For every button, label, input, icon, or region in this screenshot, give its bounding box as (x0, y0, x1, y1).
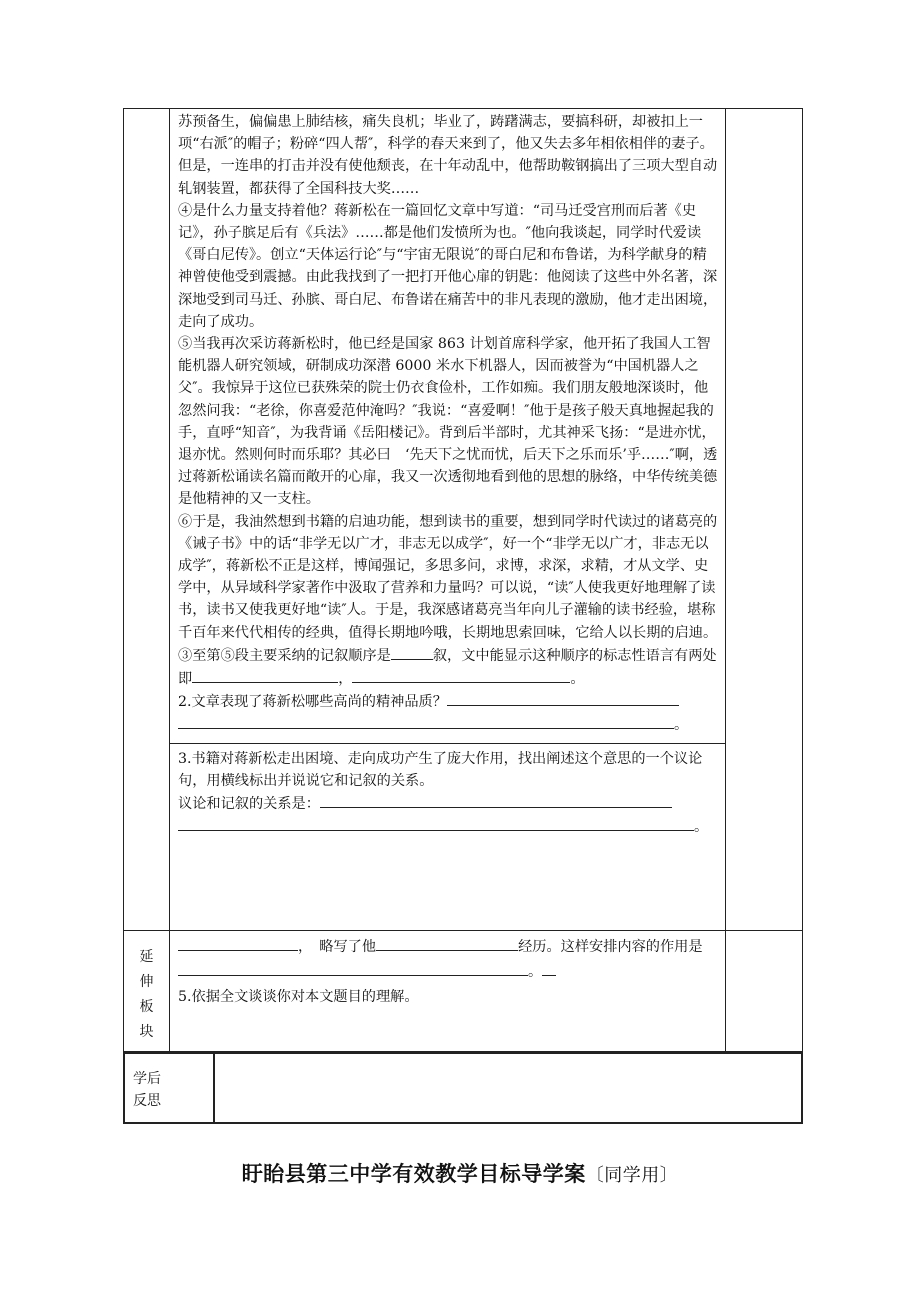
question-3: 3.书籍对蒋新松走出困境、走向成功产生了庞大作用，找出阐述这个意思的一个议论句，用横线标出并说说它和记叙的关系。 (178, 750, 703, 789)
question-1 (178, 644, 719, 690)
question-3-label: 议论和记叙的关系是： (178, 796, 320, 813)
question-divider (170, 743, 725, 744)
paragraph-5: ⑤当我再次采访蒋新松时，他已经是国家 863 计划首席科学家，他开拓了我国人工智能机器人研究领域，研制成功深潜 6000 米水下机器人，因而被誉为“中国机器人之父″。我惊异于这位已获殊荣的院士仍衣食俭朴，工作如痴。我们朋友般地深谈时，他忽然问我：“老徐，你喜爱范仲淹吗？″我说：“喜爱啊！″他于是孩子般天真地握起我的手，直呼“知音″，为我背诵《岳阳楼记》。背到后半部时，尤其神采飞扬：“是进亦忧，退亦忧。然则何时而乐耶？其必曰 ‘先天下之忧而忧，后天下之乐而乐’乎……″啊，透过蒋新松诵读名篇而敞开的心扉，我又一次透彻地看到他的思想的脉络，中华传统美德是他精神的又一支柱。 (178, 336, 718, 508)
question-4-middle: 略写了他 (319, 939, 377, 955)
reading-passage (170, 109, 725, 841)
question-4-tail: 经历。这样安排内容的作用是 (518, 939, 703, 955)
extension-label-char: 块 (139, 1024, 154, 1040)
q4-blank-2[interactable] (376, 935, 518, 951)
reflection-label-cell (124, 1053, 214, 1123)
reflection-label-line-2: 反思 (133, 1093, 161, 1109)
extension-right-cell (726, 931, 803, 1052)
q3-answer-blank-1[interactable] (320, 792, 672, 808)
q2-answer-blank-2[interactable] (178, 713, 674, 729)
paragraph-6: ⑥于是，我油然想到书籍的启迪功能，想到读书的重要，想到同学时代读过的诸葛亮的《诫子书》中的话“非学无以广才，非志无以成学″，好一个“非学无以广才，非志无以成学″，蒋新松不正是这样，博闻强记，多思多问，求博，求深，求精，才从文学、史学中，从异域科学家著作中汲取了营养和力量吗？可以说，“读″人使我更好地理解了读书，读书又使我更好地“读″人。于是，我深感诸葛亮当年向儿子灌输的读书经验，堪称千百年来代代相传的经典，值得长期地吟哦，长期地思索回味，它给人以长期的启迪。 (178, 513, 718, 641)
question-1-end: 。 (570, 671, 585, 688)
question-3-end: 。 (694, 819, 709, 836)
extension-label-char: 伸 (139, 974, 154, 990)
extension-label-cell (124, 931, 170, 1052)
extension-label (124, 931, 169, 1045)
q4-blank-3[interactable] (178, 960, 528, 976)
question-2-end: 。 (674, 717, 689, 734)
q4-blank-4[interactable] (542, 960, 556, 976)
worksheet-table (123, 108, 803, 1052)
reading-right-cell (726, 109, 803, 931)
q1-order-blank[interactable] (391, 644, 433, 660)
q1-marker-blank-1[interactable] (192, 667, 338, 683)
question-2-text: 2.文章表现了蒋新松哪些高尚的精神品质？ (178, 694, 447, 711)
extension-row (124, 931, 803, 1052)
question-3-continuation (178, 815, 719, 838)
q4-blank-1[interactable] (178, 935, 298, 951)
extension-questions (170, 931, 725, 1014)
question-1-prefix: ③至第⑤段主要采纳的记叙顺序是 (178, 647, 391, 664)
paragraph-4: ④是什么力量支持着他？蒋新松在一篇回忆文章中写道：“司马迁受宫刑而后著《史记》，孙子膑足后有《兵法》……都是他们发愤所为也。″他向我谈起，同学时代爱读《哥白尼传》。创立“天体运行论″与“宇宙无限说″的哥白尼和布鲁诺，为科学献身的精神曾使他受到震撼。由此我找到了一把打开他心扉的钥匙：他阅读了这些中外名著，深深地受到司马迁、孙膑、哥白尼、布鲁诺在痛苦中的非凡表现的激励，他才走出困境，走向了成功。 (178, 202, 718, 330)
reflection-table (123, 1052, 803, 1124)
question-4-end: 。 (528, 964, 543, 980)
question-4 (178, 935, 719, 985)
q1-marker-blank-2[interactable] (352, 667, 570, 683)
reading-content-cell (170, 109, 726, 931)
question-1-separator: ， (338, 671, 353, 688)
question-2 (178, 690, 719, 713)
question-4-separator: ， (298, 939, 306, 955)
paragraph-continued: 苏预备生，偏偏患上肺结核，痛失良机；毕业了，踌躇满志，要搞科研，却被扣上一项“右派″的帽子；粉碎“四人帮″，科学的春天来到了，他又失去多年相依相伴的妻子。但是，一连串的打击并没有使他颓丧，在十年动乱中，他帮助鞍钢搞出了三项大型自动轧钢装置，都获得了全国科技大奖…… (178, 114, 718, 197)
school-title: 盱眙县第三中学有效教学目标导学案 (241, 1162, 586, 1186)
q3-answer-blank-2[interactable] (178, 815, 694, 831)
audience-label: 〔同学用〕 (585, 1165, 679, 1186)
question-1-middle: 叙，文中能显示这种顺序的标志性语言有两处即 (178, 647, 717, 688)
extension-content-cell (170, 931, 726, 1052)
reflection-answer-area[interactable] (214, 1053, 802, 1123)
extension-label-char: 延 (139, 949, 154, 965)
q2-answer-blank-1[interactable] (447, 690, 679, 706)
reading-row (124, 109, 803, 931)
reflection-label-line-1: 学后 (133, 1071, 161, 1087)
reflection-row (124, 1053, 802, 1123)
question-2-continuation (178, 713, 719, 736)
question-5: 5.依据全文谈谈你对本文题目的理解。 (178, 989, 419, 1005)
question-3-answer-line (178, 792, 719, 815)
extension-label-char: 板 (139, 999, 154, 1015)
footer-title (0, 1158, 920, 1188)
reading-left-cell (124, 109, 170, 931)
